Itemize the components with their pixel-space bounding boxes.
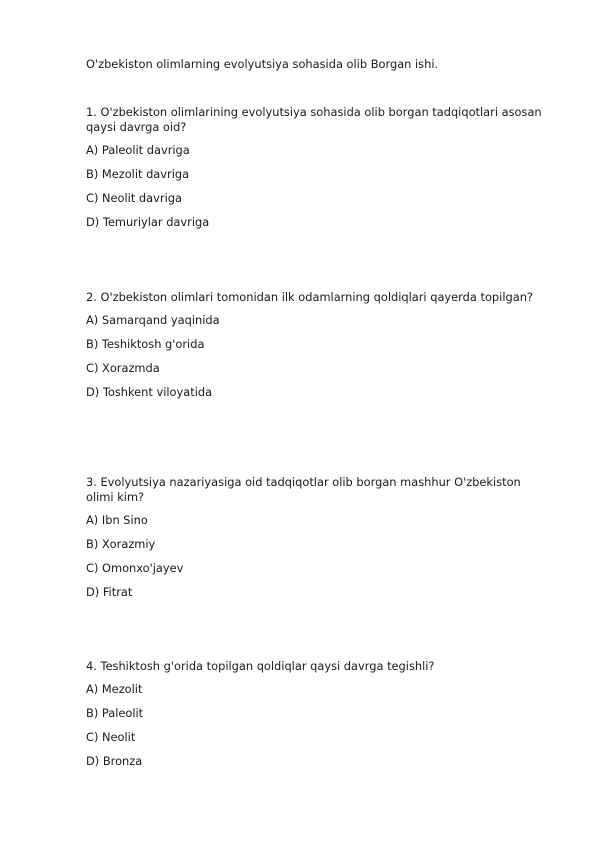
question-4 <box>86 659 548 769</box>
answer-option-c: C) Neolit <box>86 730 136 744</box>
answer-option-c: C) Omonxo'jayev <box>86 561 184 575</box>
answer-option-d: D) Toshkent viloyatida <box>86 385 213 399</box>
answer-option-b: B) Xorazmiy <box>86 537 156 551</box>
answer-option-a: A) Mezolit <box>86 682 143 696</box>
answer-option-a: A) Paleolit davriga <box>86 143 190 157</box>
answer-option-b: B) Mezolit davriga <box>86 167 190 181</box>
answer-options <box>86 143 548 230</box>
question-text: 1. O'zbekiston olimlarining evolyutsiya sohasida olib borgan tadqiqotlari asosan qaysi davrga oid? <box>86 105 542 134</box>
answer-option-a: A) Ibn Sino <box>86 513 148 527</box>
answer-option-d: D) Fitrat <box>86 585 133 599</box>
answer-option-d: D) Temuriylar davriga <box>86 215 210 229</box>
question-text: 4. Teshiktosh g'orida topilgan qoldiqlar qaysi davrga tegishli? <box>86 659 435 673</box>
question-text: 2. O'zbekiston olimlari tomonidan ilk odamlarning qoldiqlari qayerda topilgan? <box>86 290 533 304</box>
answer-option-b: B) Teshiktosh g'orida <box>86 337 205 351</box>
document-title: O'zbekiston olimlarning evolyutsiya sohasida olib Borgan ishi. <box>86 57 439 71</box>
question-2 <box>86 290 548 400</box>
answer-option-c: C) Neolit davriga <box>86 191 182 205</box>
answer-options <box>86 313 548 400</box>
answer-option-d: D) Bronza <box>86 754 143 768</box>
question-1 <box>86 105 548 230</box>
answer-option-a: A) Samarqand yaqinida <box>86 313 220 327</box>
answer-options <box>86 682 548 769</box>
answer-options <box>86 513 548 600</box>
question-text: 3. Evolyutsiya nazariyasiga oid tadqiqotlar olib borgan mashhur O'zbekiston olimi kim? <box>86 475 521 504</box>
answer-option-c: C) Xorazmda <box>86 361 160 375</box>
answer-option-b: B) Paleolit <box>86 706 144 720</box>
question-3 <box>86 475 548 600</box>
